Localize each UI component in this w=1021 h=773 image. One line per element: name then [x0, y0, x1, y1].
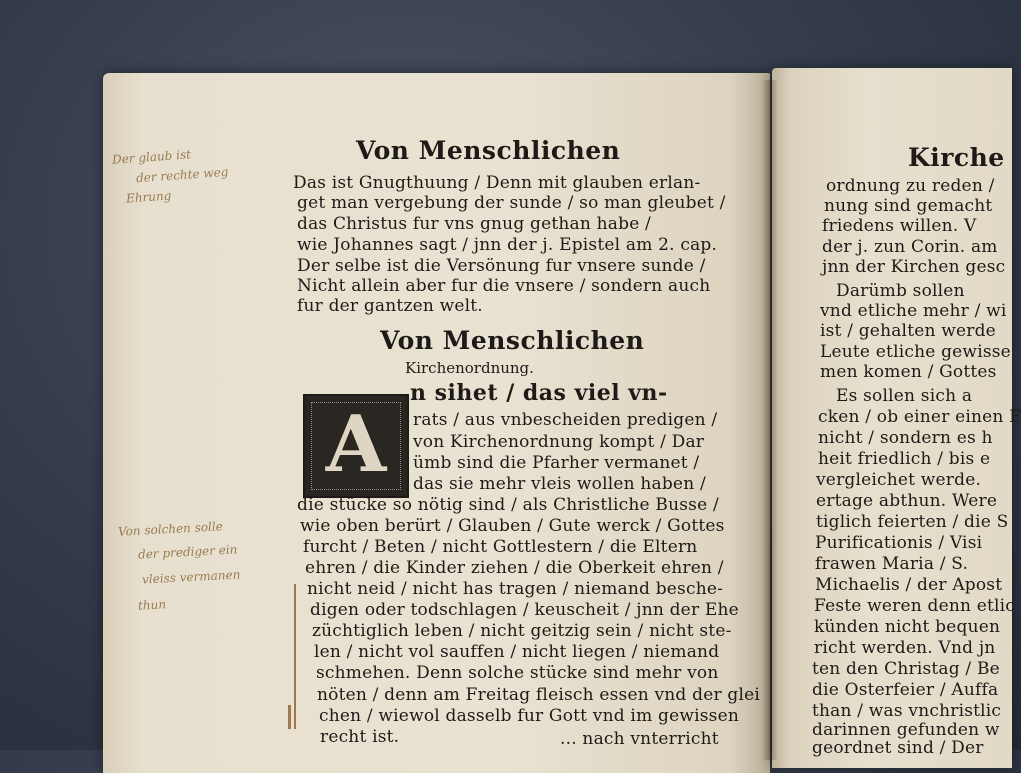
text-line: schmehen. Denn solche stücke sind mehr von	[316, 663, 719, 683]
text-line: nöten / denn am Freitag fleisch essen vnd der glei	[317, 685, 761, 705]
text-line: nung sind gemacht	[824, 196, 993, 216]
text-line: züchtiglich leben / nicht geitzig sein / nicht ste-	[312, 621, 732, 641]
text-line: Der selbe ist die Versönung fur vnsere sunde /	[297, 256, 706, 276]
text-line: darinnen gefunden w	[812, 720, 1000, 740]
text-line: friedens willen. V	[822, 216, 977, 236]
text-line: Leute etliche gewisse	[820, 342, 1011, 362]
text-line: cken / ob einer einen F	[818, 407, 1021, 427]
text-line: jnn der Kirchen gesc	[822, 257, 1006, 277]
text-line: Es sollen sich a	[836, 386, 973, 406]
text-line: wie Johannes sagt / jnn der j. Epistel am 2. cap.	[297, 235, 718, 255]
text-line: von Kirchenordnung kompt / Dar	[413, 432, 705, 452]
text-line: recht ist.	[320, 727, 400, 747]
text-line: Michaelis / der Apost	[815, 575, 1003, 595]
text-line: get man vergebung der sunde / so man gleubet /	[297, 193, 726, 213]
margin-bracket	[288, 705, 291, 729]
text-line: ertage abthun. Were	[816, 491, 998, 511]
text-line: das Christus fur vns gnug gethan habe /	[297, 214, 651, 234]
text-line: ehren / die Kinder ziehen / die Oberkeit ehren /	[305, 558, 724, 578]
margin-note-line: Ehrung	[125, 188, 172, 206]
decorated-initial	[303, 394, 409, 498]
text-line: Feste weren denn etlic	[814, 596, 1016, 616]
text-line: len / nicht vol sauffen / nicht liegen / niemand	[314, 642, 720, 662]
text-line: wie oben berürt / Glauben / Gute werck / Gottes	[300, 516, 725, 536]
right-page-heading: Kirche	[908, 143, 1005, 172]
text-line: heit friedlich / bis e	[818, 449, 991, 469]
text-line: nicht neid / nicht has tragen / niemand besche-	[307, 579, 724, 599]
text-line: vnd etliche mehr / wi	[820, 301, 1007, 321]
margin-note-line: Von solchen solle	[117, 519, 224, 539]
text-line: der j. zun Corin. am	[822, 237, 998, 257]
text-line: than / was vnchristlic	[812, 701, 1002, 721]
section-heading-2: Von Menschlichen	[380, 326, 645, 355]
text-line: nicht / sondern es h	[818, 428, 993, 448]
text-line: ümb sind die Pfarher vermanet /	[413, 453, 700, 473]
text-line: chen / wiewol dasselb fur Gott vnd im gewissen	[319, 706, 739, 726]
margin-note-line: Der glaub ist	[111, 147, 192, 167]
text-line: Darümb sollen	[836, 281, 965, 301]
book-gutter	[762, 80, 778, 760]
text-line: fur der gantzen welt.	[297, 296, 483, 316]
text-line: Nicht allein aber fur die vnsere / sondern auch	[297, 276, 711, 296]
text-line-cut: ... nach vnterricht	[560, 729, 719, 749]
text-line: vergleichet werde.	[816, 470, 982, 490]
text-line: ordnung zu reden /	[826, 176, 995, 196]
text-line: ten den Christag / Be	[812, 659, 1000, 679]
text-line: digen oder todschlagen / keuscheit / jnn der Ehe	[310, 600, 739, 620]
margin-note-line: der rechte weg	[135, 164, 229, 186]
text-line: richt werden. Vnd jn	[814, 638, 996, 658]
margin-bracket	[294, 584, 296, 729]
margin-note-line: thun	[137, 597, 167, 613]
text-line: künden nicht bequen	[814, 617, 1001, 637]
text-line: geordnet sind / Der	[812, 738, 984, 758]
text-line: men komen / Gottes	[820, 362, 997, 382]
text-line: frawen Maria / S.	[815, 554, 969, 574]
text-line: ist / gehalten werde	[820, 321, 996, 341]
text-line: die Osterfeier / Auffa	[812, 680, 999, 700]
initial-letter: A	[325, 399, 387, 490]
section-subheading: Kirchenordnung.	[405, 359, 534, 377]
text-line: Das ist Gnugthuung / Denn mit glauben erlan-	[293, 173, 701, 193]
margin-note-line: vleiss vermanen	[141, 567, 241, 587]
margin-note-line: der prediger ein	[137, 542, 238, 562]
text-line: Purificationis / Visi	[815, 533, 983, 553]
section-heading-1: Von Menschlichen	[356, 136, 621, 165]
text-line: rats / aus vnbescheiden predigen /	[413, 410, 718, 430]
text-line: die stücke so nötig sind / als Christliche Busse /	[297, 495, 719, 515]
lead-line: n sihet / das viel vn-	[410, 380, 668, 406]
text-line: das sie mehr vleis wollen haben /	[413, 474, 706, 494]
text-line: furcht / Beten / nicht Gottlestern / die Eltern	[303, 537, 698, 557]
text-line: tiglich feierten / die S	[816, 512, 1009, 532]
